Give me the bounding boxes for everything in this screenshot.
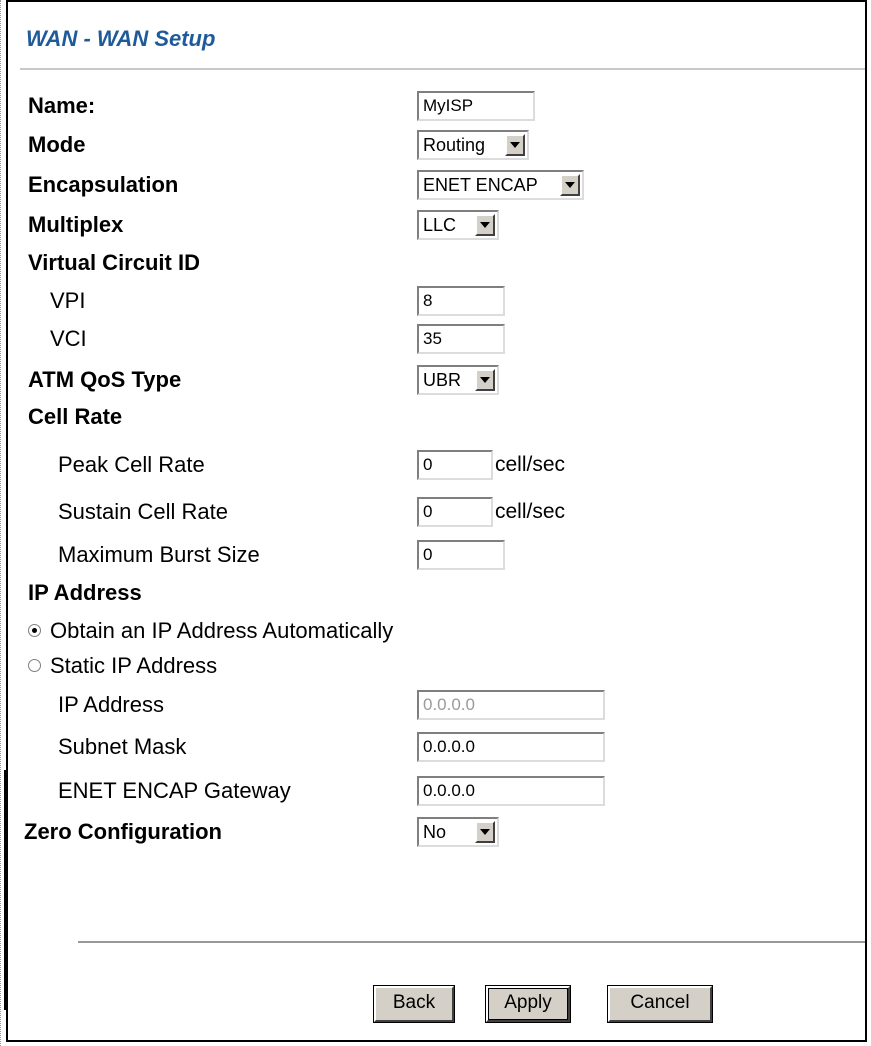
sustain-cell-rate-row — [0, 495, 860, 529]
obtain-auto-row[interactable] — [0, 614, 860, 648]
ip-address-label: IP Address — [58, 692, 164, 717]
sustain-cell-rate-input[interactable]: 0 — [417, 497, 493, 527]
name-input[interactable]: MyISP — [417, 91, 535, 121]
gateway-label: ENET ENCAP Gateway — [58, 778, 291, 803]
mode-row — [0, 128, 860, 162]
sustain-cell-rate-unit: cell/sec — [495, 500, 566, 523]
encapsulation-select[interactable] — [417, 170, 584, 200]
subnet-mask-input[interactable]: 0.0.0.0 — [417, 732, 605, 762]
zero-config-row — [0, 815, 860, 849]
subnet-mask-label: Subnet Mask — [58, 734, 187, 759]
max-burst-label: Maximum Burst Size — [58, 542, 260, 567]
chevron-down-icon[interactable] — [475, 821, 495, 843]
sustain-cell-rate-label: Sustain Cell Rate — [58, 499, 228, 524]
chevron-down-icon[interactable] — [505, 134, 525, 156]
obtain-auto-radio[interactable] — [28, 624, 41, 637]
chevron-down-icon[interactable] — [475, 214, 495, 236]
max-burst-input[interactable]: 0 — [417, 540, 505, 570]
multiplex-row — [0, 208, 860, 242]
subnet-mask-row — [0, 730, 860, 764]
page-title: WAN - WAN Setup — [26, 26, 216, 51]
atm-qos-row — [0, 363, 860, 397]
multiplex-label: Multiplex — [28, 212, 124, 237]
vpi-label: VPI — [50, 288, 86, 313]
vci-row — [0, 322, 860, 356]
zero-config-select-value: No — [423, 822, 447, 842]
multiplex-select[interactable] — [417, 210, 499, 240]
gateway-input[interactable]: 0.0.0.0 — [417, 776, 605, 806]
cell-rate-label: Cell Rate — [28, 404, 123, 429]
apply-button[interactable]: Apply — [486, 986, 570, 1022]
cell-rate-heading-row — [0, 400, 860, 434]
static-ip-row[interactable] — [0, 649, 860, 683]
encapsulation-row — [0, 168, 860, 202]
atm-qos-select[interactable] — [417, 365, 499, 395]
gateway-row — [0, 774, 860, 808]
name-label: Name: — [28, 93, 96, 118]
static-ip-radio[interactable] — [28, 659, 41, 672]
ip-address-row — [0, 688, 860, 722]
atm-qos-label: ATM QoS Type — [28, 367, 182, 392]
peak-cell-rate-unit: cell/sec — [495, 453, 566, 476]
obtain-auto-label[interactable]: Obtain an IP Address Automatically — [50, 618, 394, 643]
cancel-button[interactable]: Cancel — [608, 986, 712, 1022]
peak-cell-rate-label: Peak Cell Rate — [58, 452, 205, 477]
multiplex-select-value: LLC — [423, 215, 457, 235]
zero-config-select[interactable] — [417, 817, 499, 847]
vpi-row — [0, 284, 860, 318]
atm-qos-select-value: UBR — [423, 370, 462, 390]
back-button[interactable]: Back — [374, 986, 454, 1022]
chevron-down-icon[interactable] — [475, 369, 495, 391]
zero-config-label: Zero Configuration — [24, 819, 222, 844]
ip-address-input[interactable]: 0.0.0.0 — [417, 690, 605, 720]
encapsulation-select-value: ENET ENCAP — [423, 175, 538, 195]
mode-select-value: Routing — [423, 135, 486, 155]
footer-divider — [78, 941, 865, 943]
vci-input[interactable]: 35 — [417, 324, 505, 354]
encapsulation-label: Encapsulation — [28, 172, 179, 197]
mode-label: Mode — [28, 132, 86, 157]
max-burst-row — [0, 538, 860, 572]
name-row — [0, 89, 860, 123]
vci-label: VCI — [50, 326, 87, 351]
ip-address-heading: IP Address — [28, 580, 142, 605]
peak-cell-rate-input[interactable]: 0 — [417, 450, 493, 480]
title-divider — [20, 68, 865, 70]
ip-heading-row — [0, 576, 860, 610]
vpi-input[interactable]: 8 — [417, 286, 505, 316]
peak-cell-rate-row — [0, 448, 860, 482]
static-ip-label[interactable]: Static IP Address — [50, 653, 218, 678]
chevron-down-icon[interactable] — [560, 174, 580, 196]
virtual-circuit-label: Virtual Circuit ID — [28, 250, 200, 275]
virtual-circuit-heading-row — [0, 246, 860, 280]
mode-select[interactable] — [417, 130, 529, 160]
